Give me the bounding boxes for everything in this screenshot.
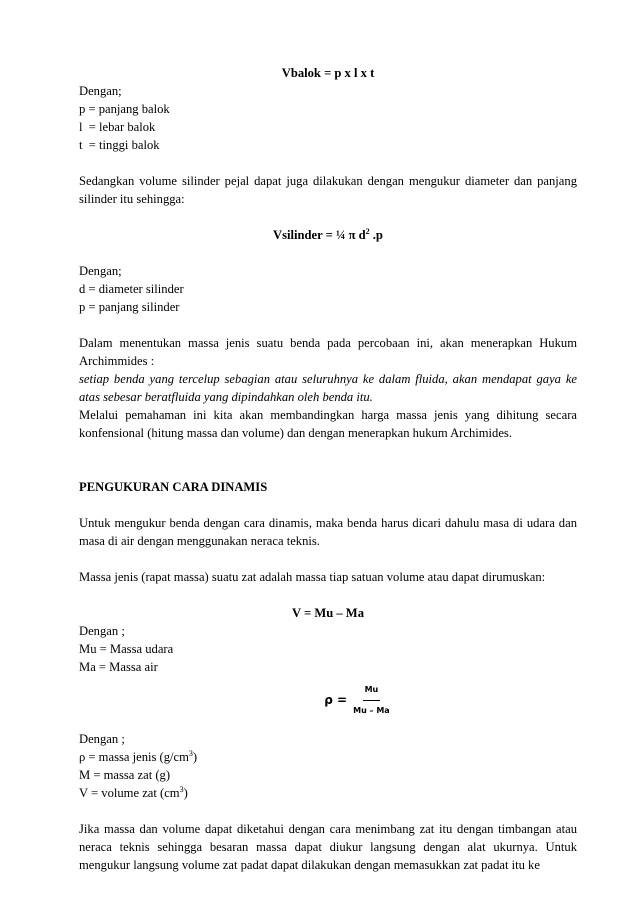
formula-vsilinder-tail: .p	[369, 228, 383, 242]
paragraph-final: Jika massa dan volume dapat diketahui dengan cara menimbang zat itu dengan timbangan atau neraca teknis sehingga besaran massa dapat diukur langsung dengan alat ukurnya. Untuk mengukur langsung volume zat padat dapat dilakukan dengan memasukkan zat padat itu ke	[79, 822, 577, 872]
definition-v-close: )	[183, 786, 188, 800]
formula-vsilinder	[79, 226, 577, 244]
definition-mu: Mu = Massa udara	[79, 642, 174, 656]
fraction-numerator: Mu	[363, 681, 381, 701]
definition-d: d = diameter silinder	[79, 282, 184, 296]
fraction	[353, 681, 390, 720]
formula-v: V = Mu – Ma	[291, 606, 364, 620]
definition-t: t = tinggi balok	[79, 138, 160, 152]
definition-ma: Ma = Massa air	[79, 660, 158, 674]
formula-vsilinder-main: Vsilinder = ¼ π d	[273, 228, 366, 242]
dengan-label: Dengan;	[79, 264, 122, 278]
formula-rho	[79, 686, 577, 714]
formula-rho-symbol: ρ =	[324, 693, 348, 707]
definition-m: M = massa zat (g)	[79, 768, 171, 782]
definition-v	[79, 784, 577, 802]
formula-vsilinder-exponent: 2	[365, 226, 370, 236]
paragraph-silinder: Sedangkan volume silinder pejal dapat juga dilakukan dengan mengukur diameter dan panjang silinder itu sehingga:	[79, 174, 577, 206]
definition-l: l = lebar balok	[79, 120, 156, 134]
paragraph-dinamis: Untuk mengukur benda dengan cara dinamis, maka benda harus dicari dahulu masa di udara dan masa di air dengan menggunakan neraca teknis.	[79, 516, 577, 548]
definition-p2: p = panjang silinder	[79, 300, 180, 314]
dengan-label: Dengan;	[79, 84, 122, 98]
definition-rho	[79, 748, 577, 766]
definition-rho-text: ρ = massa jenis (g/cm	[79, 750, 189, 764]
definition-rho-exponent: 3	[188, 748, 193, 758]
definition-rho-close: )	[192, 750, 198, 764]
definition-v-exponent: 3	[179, 784, 184, 794]
formula-vbalok: Vbalok = p x l x t	[281, 66, 375, 80]
dengan-label: Dengan ;	[79, 732, 125, 746]
definition-v-text: V = volume zat (cm	[79, 786, 180, 800]
definition-p: p = panjang balok	[79, 102, 170, 116]
document-page	[79, 64, 577, 874]
fraction-denominator: Mu – Ma	[353, 705, 390, 715]
archimedes-law-italic: setiap benda yang tercelup sebagian atau seluruhnya ke dalam fluida, akan mendapat gaya ke atas sebesar beratfluida yang dipindahkan oleh benda itu.	[79, 372, 577, 404]
section-heading: PENGUKURAN CARA DINAMIS	[79, 480, 268, 494]
dengan-label: Dengan ;	[79, 624, 125, 638]
paragraph-massa-jenis: Massa jenis (rapat massa) suatu zat adalah massa tiap satuan volume atau dapat dirumuskan:	[79, 570, 546, 584]
paragraph-archimedes: Dalam menentukan massa jenis suatu benda pada percobaan ini, akan menerapkan Hukum Archimmides :	[79, 336, 577, 368]
paragraph-comparison: Melalui pemahaman ini kita akan membandingkan harga massa jenis yang dihitung secara konfensional (hitung massa dan volume) dan dengan menerapkan hukum Archimides.	[79, 408, 577, 440]
